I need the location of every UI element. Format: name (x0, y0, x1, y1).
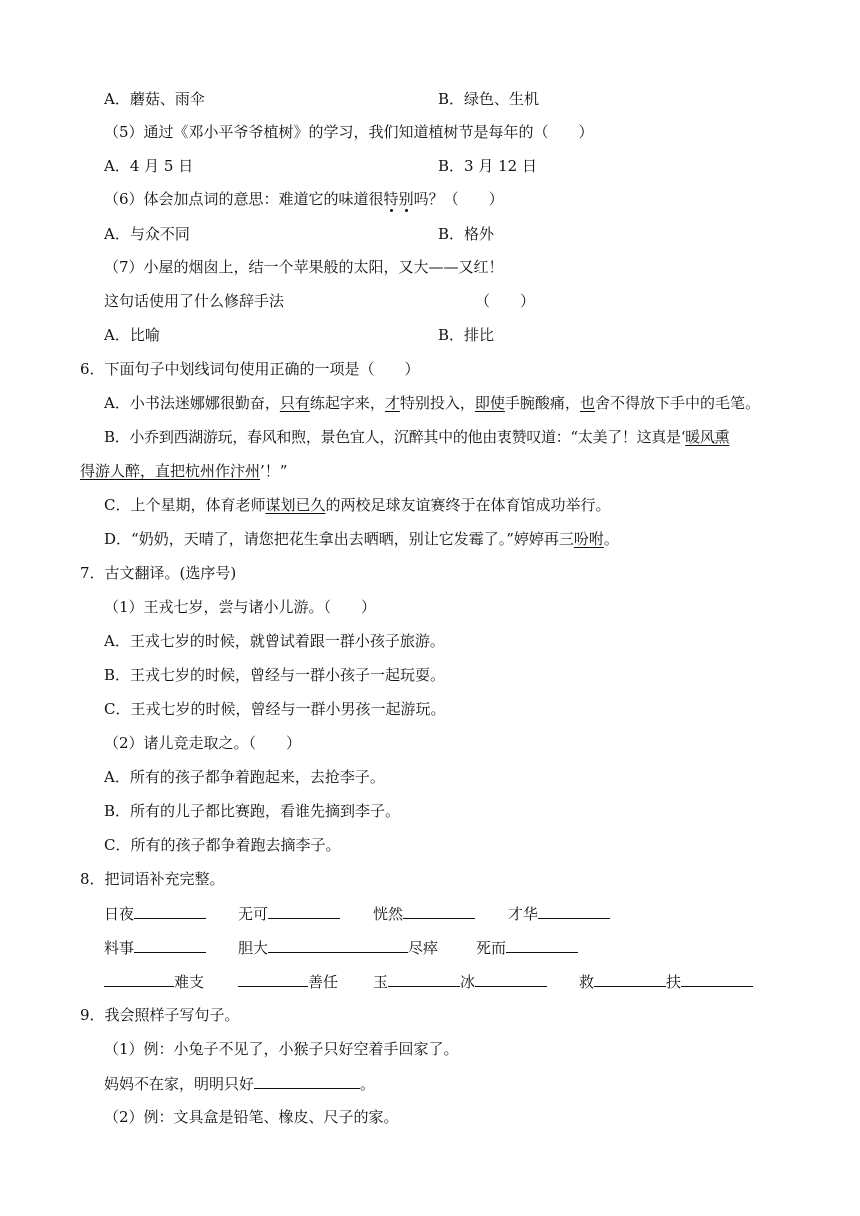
q6a-text-5: 舍不得放下手中的毛笔。 (594, 394, 760, 412)
q5-option-a: A．4 月 5 日 (104, 157, 194, 175)
q8-item-7 (476, 937, 578, 958)
q6sub-option-a: A．与众不同 (104, 225, 190, 243)
q8-item-6 (238, 937, 438, 958)
q8-word: 料事 (104, 939, 135, 957)
q8-word: 才华 (508, 905, 539, 923)
q7-sub1-option-b: B．王戎七岁的时候，曾经与一群小孩子一起玩耍。 (104, 666, 446, 684)
q8-word: 救 (579, 973, 595, 991)
q6a-underline-1: 只有 (279, 394, 310, 412)
q8-item-1 (104, 903, 206, 924)
q8-item-10 (373, 971, 547, 992)
q8-item-2 (238, 903, 340, 924)
q6a-text-2: 练起字来， (309, 394, 385, 412)
q6a-text-3: 特别投入， (399, 394, 475, 412)
q6-stem: 6．下面句子中划线词句使用正确的一项是（ ） (80, 360, 420, 378)
q6sub-stem-post: 吗？（ ） (413, 190, 504, 208)
q6a-underline-3: 即使 (474, 394, 505, 412)
q6sub-stem-pre: （6）体会加点词的意思：难道它的味道很 (104, 190, 384, 208)
q8-word: 恍然 (373, 905, 404, 923)
q6d-underline-1: 吩咐 (573, 530, 604, 548)
q8-item-8 (104, 971, 204, 992)
q6a-text-4: 手腕酸痛， (504, 394, 580, 412)
q8-word: 日夜 (104, 905, 135, 923)
q9-sub1-example: （1）例：小兔子不见了，小猴子只好空着手回家了。 (104, 1040, 459, 1058)
q7sub-stem: （7）小屋的烟囱上，结一个苹果般的太阳，又大——又红！ (104, 258, 504, 276)
q8-word: 善任 (308, 973, 339, 991)
q7-sub1-option-c: C．王戎七岁的时候，曾经与一群小男孩一起游玩。 (104, 700, 446, 718)
q7-sub2-option-b: B．所有的儿子都比赛跑，看谁先摘到李子。 (104, 802, 401, 820)
q9-answer-text: 妈妈不在家，明明只好 (104, 1075, 255, 1093)
fill-blank[interactable] (104, 971, 174, 987)
q8-item-9 (238, 971, 338, 992)
q8-word: 玉 (373, 973, 389, 991)
q8-word: 胆大 (238, 939, 269, 957)
fill-blank[interactable] (134, 903, 206, 919)
q9-stem: 9．我会照样子写句子。 (80, 1006, 240, 1024)
fill-blank[interactable] (538, 903, 610, 919)
dotted-char-1: 特 (383, 190, 399, 208)
q8-item-4 (508, 903, 610, 924)
q7-sub2-option-a: A．所有的孩子都争着跑起来，去抢李子。 (104, 768, 385, 786)
q6c-text-1: C．上个星期，体育老师 (104, 496, 266, 514)
q8-word: 无可 (238, 905, 269, 923)
q6a-underline-4: 也 (579, 394, 595, 412)
q4-option-b: B．绿色、生机 (438, 90, 540, 108)
fill-blank[interactable] (594, 971, 666, 987)
q6sub-stem (104, 189, 504, 209)
q7-sub2-option-c: C．所有的孩子都争着跑去摘李子。 (104, 836, 341, 854)
q7-sub1-stem: （1）王戎七岁，尝与诸小儿游。（ ） (104, 598, 377, 616)
q8-stem: 8．把词语补充完整。 (80, 870, 225, 888)
fill-blank[interactable] (506, 937, 578, 953)
q5-option-b: B．3 月 12 日 (438, 157, 537, 175)
q7-sub1-option-a: A．王戎七岁的时候，就曾试着跟一群小孩子旅游。 (104, 632, 445, 650)
q8-word: 尽瘁 (408, 939, 439, 957)
q6b-text-2: ’！” (260, 462, 288, 480)
q7sub-line2: 这句话使用了什么修辞手法 (104, 292, 285, 310)
fill-blank[interactable] (268, 937, 408, 953)
q7sub-option-b: B．排比 (438, 326, 495, 344)
q9-sub1-answer (104, 1073, 375, 1094)
q5-stem: （5）通过《邓小平爷爷植树》的学习，我们知道植树节是每年的（ ） (104, 123, 594, 141)
q6a-underline-2: 才 (384, 394, 400, 412)
q7sub-paren: （ ） (475, 292, 536, 310)
q6sub-option-b: B．格外 (438, 225, 495, 243)
q6c-underline-1: 谋划已久 (265, 496, 326, 514)
q9-answer-text: 。 (360, 1075, 376, 1093)
fill-blank[interactable] (388, 971, 460, 987)
fill-blank[interactable] (254, 1073, 360, 1089)
q6b-underline-2: 得游人醉，直把杭州作汴州 (80, 462, 261, 480)
q8-word: 死而 (476, 939, 507, 957)
q6d-text-2: 。 (603, 530, 619, 548)
q6a-text-1: A．小书法迷娜娜很勤奋， (104, 394, 280, 412)
q6c-text-2: 的两校足球友谊赛终于在体育馆成功举行。 (325, 496, 611, 514)
q7-stem: 7．古文翻译。(选序号) (80, 564, 237, 582)
fill-blank[interactable] (403, 903, 475, 919)
fill-blank[interactable] (134, 937, 206, 953)
q7-sub2-stem: （2）诸儿竞走取之。（ ） (104, 734, 302, 752)
q6b-text-1: B．小乔到西湖游玩，春风和煦，景色宜人，沉醉其中的他由衷赞叹道：“太美了！这真是‘ (104, 428, 686, 446)
fill-blank[interactable] (681, 971, 753, 987)
q6-option-c (104, 495, 611, 515)
dotted-char-2: 别 (398, 190, 414, 208)
q6b-underline-1: 暖风熏 (685, 428, 730, 446)
q8-word: 难支 (174, 973, 205, 991)
q6-option-b-line2 (80, 461, 287, 481)
q8-item-11 (579, 971, 753, 992)
q4-option-a: A．蘑菇、雨伞 (104, 90, 205, 108)
q6-option-d (104, 529, 619, 549)
q6d-text-1: D．“奶奶，天晴了，请您把花生拿出去晒晒，别让它发霉了。”婷婷再三 (104, 530, 574, 548)
fill-blank[interactable] (475, 971, 547, 987)
q8-word: 冰 (460, 973, 476, 991)
q8-item-5 (104, 937, 206, 958)
q6-option-b-line1 (104, 427, 729, 447)
fill-blank[interactable] (268, 903, 340, 919)
q9-sub2-example: （2）例：文具盒是铅笔、橡皮、尺子的家。 (104, 1108, 399, 1126)
q8-word: 扶 (666, 973, 682, 991)
q7sub-option-a: A．比喻 (104, 326, 160, 344)
fill-blank[interactable] (238, 971, 308, 987)
q8-item-3 (373, 903, 475, 924)
q6-option-a (104, 393, 760, 413)
